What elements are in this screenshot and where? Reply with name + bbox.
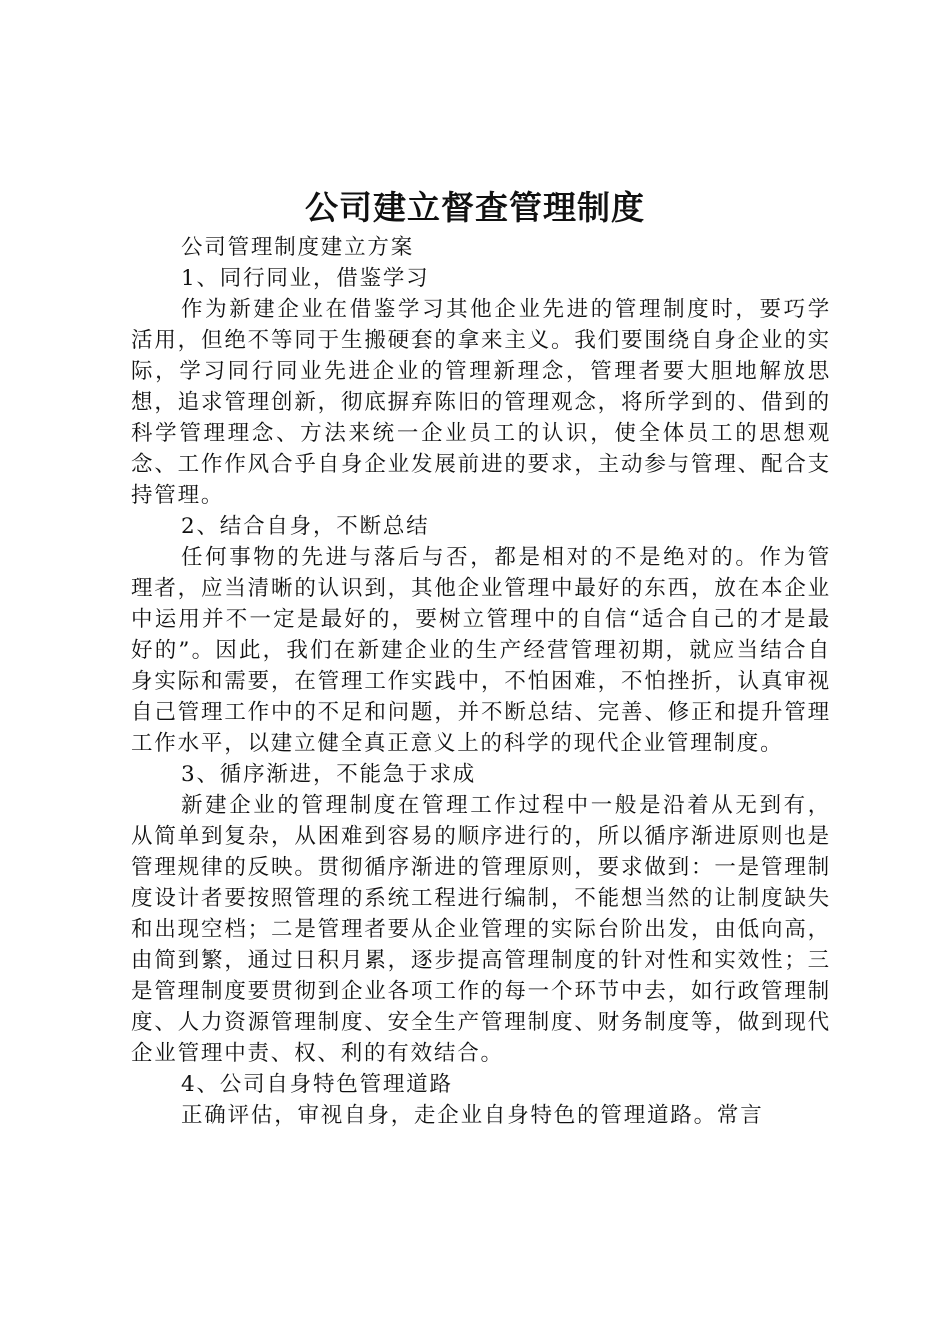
document-body bbox=[131, 232, 831, 1131]
section-3-heading: 3、循序渐进，不能急于求成 bbox=[181, 762, 477, 787]
section-1-body: 作为新建企业在借鉴学习其他企业先进的管理制度时，要巧学活用，但绝不等同于生搬硬套的拿来主义。我们要围绕自身企业的实际，学习同行同业先进企业的管理新理念，管理者要大胆地解放思想，追求管理创新，彻底摒弃陈旧的管理观念，将所学到的、借到的科学管理理念、方法来统一企业员工的认识，使全体员工的思想观念、工作作风合乎自身企业发展前进的要求，主动参与管理、配合支持管理。 bbox=[131, 297, 831, 508]
section-2-heading: 2、结合自身，不断总结 bbox=[181, 514, 430, 539]
section-2-body: 任何事物的先进与落后与否，都是相对的不是绝对的。作为管理者，应当清晰的认识到，其他企业管理中最好的东西，放在本企业中运用并不一定是最好的，要树立管理中的自信“适合自己的才是最好的”。因此，我们在新建企业的生产经营管理初期，就应当结合自身实际和需要，在管理工作实践中，不怕困难，不怕挫折，认真审视自己管理工作中的不足和问题，并不断总结、完善、修正和提升管理工作水平，以建立健全真正意义上的科学的现代企业管理制度。 bbox=[131, 545, 831, 756]
section-3-body: 新建企业的管理制度在管理工作过程中一般是沿着从无到有，从简单到复杂，从困难到容易的顺序进行的，所以循序渐进原则也是管理规律的反映。贯彻循序渐进的管理原则，要求做到：一是管理制度设计者要按照管理的系统工程进行编制，不能想当然的让制度缺失和出现空档；二是管理者要从企业管理的实际台阶出发，由低向高，由简到繁，通过日积月累，逐步提高管理制度的针对性和实效性；三是管理制度要贯彻到企业各项工作的每一个环节中去，如行政管理制度、人力资源管理制度、安全生产管理制度、财务制度等，做到现代企业管理中责、权、利的有效结合。 bbox=[131, 793, 831, 1066]
section-4-body: 正确评估，审视自身，走企业自身特色的管理道路。常言 bbox=[181, 1103, 764, 1128]
section-1-heading: 1、同行同业，借鉴学习 bbox=[181, 266, 430, 291]
document-subtitle: 公司管理制度建立方案 bbox=[181, 235, 415, 260]
document-title: 公司建立督查管理制度 bbox=[305, 188, 645, 227]
section-4-heading: 4、公司自身特色管理道路 bbox=[181, 1072, 453, 1097]
